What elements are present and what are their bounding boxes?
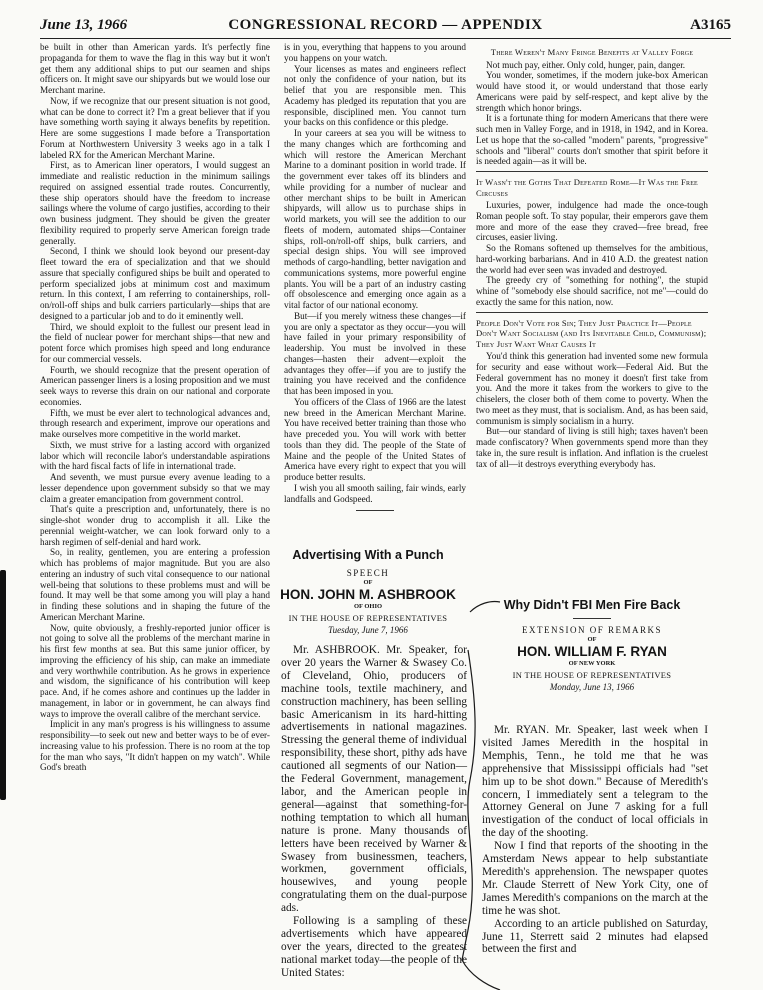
paragraph: Implicit in any man's progress is his willingness to assume responsibility—to seek out new and better ways to be of ever-increasing value to his profession. There is no room at the top for the man who says, "It didn't happen on my watch". While God's breath <box>40 719 270 773</box>
ad-heading: People Don't Vote for Sin; They Just Practice It—People Don't Want Socialism (and Its Inevitable Child, Communism); They Just Want What Causes It <box>476 317 707 349</box>
ashbrook-kind: SPEECH <box>346 568 390 578</box>
paragraph: is in you, everything that happens to you around you happens on your watch. <box>284 42 466 63</box>
paragraph: Third, we should exploit to the fullest our present lead in the field of nuclear power for merchant ships—that new and potent force which promises high speed and long endurance for our commercial vessels. <box>40 321 270 364</box>
ryan-state: OF NEW YORK <box>568 660 616 667</box>
ashbrook-of: OF <box>363 579 373 586</box>
paragraph: In your careers at sea you will be witness to the many changes which are forthcoming and which will restore the American Merchant Marine to a dominant position in world trade. If the government ever takes off its blinders and while providing for a number of nuclear and other merchant ships to be built in American shipyards, will allow us to purchase ships in world markets, you will see the addition to our fleets of modern, automated ships—Container ships, roll-on/roll-off ships, bulk carriers, and special design ships. You will see improved methods of cargo-handling, better navigation and communications systems, more powerful engine plants. You will be a part of an industry casting off obsolescence and emerging once again as a vital factor of our national economy. <box>284 128 466 310</box>
ryan-body <box>482 724 708 956</box>
ryan-date: Monday, June 13, 1966 <box>549 682 635 692</box>
ashbrook-date: Tuesday, June 7, 1966 <box>328 625 408 635</box>
paragraph: The greedy cry of "something for nothing", the stupid whine of "somebody else should sacrifice, not me"—could do exactly the same for this nation, now. <box>476 275 708 307</box>
section-divider <box>476 171 708 172</box>
paragraph: So, in reality, gentlemen, you are entering a profession which has problems of major magnitude. But you are also entering an industry of such vital consequence to our national well-being that solutions to these problems must and will be found. It may well be that some among you will play a hand in finding these solutions and in shaping the future of the American Merchant Marine. <box>40 547 270 622</box>
paragraph: Second, I think we should look beyond our present-day fleet toward the era of specialization and that we should assure that specially configured ships be built and operated to perform specialized jobs at minimum cost and maximum return. In this context, I am referring to containerships, roll-on/roll-off ships and bulk carriers particularly—ships that are designed to a particular job and to do it eminently well. <box>40 246 270 321</box>
paragraph: So the Romans softened up themselves for the ambitious, hard-working barbarians. And in 410 A.D. the greatest nation the world had ever seen was invaded and destroyed. <box>476 243 708 275</box>
column-3 <box>476 42 708 469</box>
ryan-title-block <box>476 590 708 697</box>
paragraph: Your licenses as mates and engineers reflect not only the confidence of your nation, but its belief that you are responsible men. This Academy has pledged its reputation that you are responsible, disciplined men. You cannot turn your backs on this confidence or this pledge. <box>284 63 466 128</box>
paragraph: It is a fortunate thing for modern Americans that there were such men in Valley Forge, and in 1918, in 1942, and in Korea. Let us hope that the so-called "modern" parents, "progressive" schools and "liberal" courts don't smother that spirit before it is needed again—as it will be. <box>476 113 708 167</box>
ryan-name: HON. WILLIAM F. RYAN <box>517 644 667 659</box>
paragraph: Luxuries, power, indulgence had made the once-tough Roman people soft. To stay popular, their emperors gave them more and more of the ease they craved—free bread, free circuses, easier living. <box>476 200 708 243</box>
ryan-house: IN THE HOUSE OF REPRESENTATIVES <box>512 670 672 680</box>
paragraph: Now I find that reports of the shooting in the Amsterdam News appear to help substantiate Meredith's apprehension. The newspaper quotes Mr. Claude Sterrett of New York City, one of James Meredith's companions on the march at the time he was shot. <box>482 840 708 917</box>
paragraph: Mr. ASHBROOK. Mr. Speaker, for over 20 years the Warner & Swasey Co. of Cleveland, Ohio, producers of machine tools, textile machinery, and construction machinery, has been selling basic Americanism in its hard-hitting advertisements in national magazines. Stressing the general theme of individual responsibility, these short, pithy ads have cautioned all segments of our Nation—the Federal Government, management, labor, and the American people in general—against that something-for-nothing temptation to which all human nature is prone. Many thousands of letters have been received by Warner & Swasey from businessmen, teachers, workmen, government officials, housewives, and young people congratulating them on the dual-purpose ads. <box>281 644 467 915</box>
header-page-number: A3165 <box>690 17 731 33</box>
ad-heading: It Wasn't the Goths That Defeated Rome—It Was the Free Circuses <box>476 177 698 198</box>
paragraph: And seventh, we must pursue every avenue leading to a lesser dependence upon government subsidy so that we may claim a greater emancipation from government control. <box>40 472 270 504</box>
paragraph: Fifth, we must be ever alert to technological advances and, through research and experiment, improve our operations and make ourselves more competitive in the world market. <box>40 407 270 439</box>
ashbrook-state: OF OHIO <box>353 603 383 610</box>
ashbrook-headline: Advertising With a Punch <box>292 548 444 562</box>
column-1 <box>40 42 270 773</box>
header-date: June 13, 1966 <box>40 17 128 33</box>
ad-heading: There Weren't Many Fringe Benefits at Valley Forge <box>490 47 694 57</box>
paragraph: First, as to American liner operators, I would suggest an immediate and realistic reduction in the minimum sailings required on assigned essential trade routes. Concurrently, these ship operators should have the freedom to increase sailings where the volume of cargo justifies, according to their own business judgment. They should be given the greater flexibility required to properly serve American foreign trade generally. <box>40 160 270 246</box>
paragraph: Fourth, we should recognize that the present operation of American passenger liners is a losing proposition and we must seek ways to reverse this drain on our national and corporate economies. <box>40 364 270 407</box>
paragraph: But—if you merely witness these changes—if you are only a spectator as they occur—you will have failed in your primary responsibility of leadership. You must be involved in these changes—hasten their advent—exploit the advantages they offer—if you are to justify the training you have received and the confidence that has been imposed in you. <box>284 310 466 396</box>
header-publication: CONGRESSIONAL RECORD — APPENDIX <box>228 17 543 33</box>
ashbrook-body <box>281 644 467 980</box>
paragraph: Now, quite obviously, a freshly-reported junior officer is not going to solve all the problems of the merchant marine in his first few months at sea. But this same junior officer, by improving the efficiency of his ship, can make an immediate and very worthwhile contribution. As he grows in experience and wisdom, the significance of his contribution will keep pace. And, if he comes ashore and continues up the ladder in management, in labor or in government, he can always find ways to improve the overall calibre of the merchant service. <box>40 622 270 719</box>
paragraph: Sixth, we must strive for a lasting accord with organized labor which will reconcile labor's understandable aspirations with the hard fiscal facts of life in international trade. <box>40 439 270 472</box>
section-divider <box>573 618 611 619</box>
paragraph: According to an article published on Saturday, June 11, Sterrett said 2 minutes had elapsed between the first and <box>482 917 708 956</box>
paragraph: You wonder, sometimes, if the modern juke-box American would have stood it, or would understand that those early Americans were paid by self-respect, and kept alive by the strength which honor brings. <box>476 70 708 113</box>
ryan-headline: Why Didn't FBI Men Fire Back <box>503 598 681 612</box>
ashbrook-title-block <box>270 540 466 640</box>
section-divider <box>476 312 708 313</box>
paragraph: Not much pay, either. Only cold, hunger, pain, danger. <box>486 59 686 70</box>
paragraph: You'd think this generation had invented some new formula for security and ease without work—Federal Aid. But the Federal government has no money it doesn't first take from you. And the more it takes from the workers to give to the chiselers, the closer both of them come to poverty. When the two meet as they must, that is socialism. And, as has been said, communism is simply socialism in a hurry. <box>476 351 708 426</box>
ryan-of: OF <box>587 636 597 643</box>
paragraph: But—our standard of living is still high; taxes haven't been made confiscatory? When governments spend more than they take in, the sure result is inflation. And inflation is the cruelest tax of all—it destroys everything everybody has. <box>476 426 708 469</box>
paragraph: Mr. RYAN. Mr. Speaker, last week when I visited James Meredith in the hospital in Memphis, Tenn., he told me that he was apprehensive that Mississippi officials had "set him up to be shot down." Because of Meredith's concern, I immediately sent a telegram to the Attorney General on June 7 asking for a full investigation of the conduct of local officials in the day of the shooting. <box>482 724 708 840</box>
ryan-kind: EXTENSION OF REMARKS <box>521 625 662 635</box>
paragraph: That's quite a prescription and, unfortunately, there is no single-shot wonder drug to accomplish it all. Like the perennial weight-watcher, we can look forward only to a harsh regimen of self-denial and hard work. <box>40 504 270 547</box>
ashbrook-house: IN THE HOUSE OF REPRESENTATIVES <box>288 613 448 623</box>
section-divider <box>356 510 394 511</box>
paragraph: be built in other than American yards. It's perfectly fine propaganda for them to wave the flag in this way but it won't get them any additional ships to put our seamen and ships officers on. It might save our shipyards but we would lose our Merchant marine. <box>40 42 270 95</box>
binding-shadow <box>0 570 6 800</box>
column-2 <box>284 42 466 517</box>
paragraph: You officers of the Class of 1966 are the latest new breed in the American Merchant Marine. You have received better training than those who have preceded you. You will work with better tools than they did. The people of the State of Maine and the people of the United States of America have every right to expect that you will produce better results. <box>284 396 466 482</box>
paragraph: I wish you all smooth sailing, fair winds, early landfalls and Godspeed. <box>284 482 466 504</box>
page-header <box>40 16 731 39</box>
paragraph: Now, if we recognize that our present situation is not good, what can be done to correct it? I'm a great believer that if you have something worth saying it always benefits by repetition. Here are some suggestions I made before a Transportation Forum at Northwestern University 3 weeks ago in a talk I labeled RX for the American Merchant Marine. <box>40 95 270 160</box>
paragraph: Following is a sampling of these advertisements which have appeared over the years, directed to the greatest national market today—the people of the United States: <box>281 915 467 979</box>
ashbrook-name: HON. JOHN M. ASHBROOK <box>280 587 456 602</box>
